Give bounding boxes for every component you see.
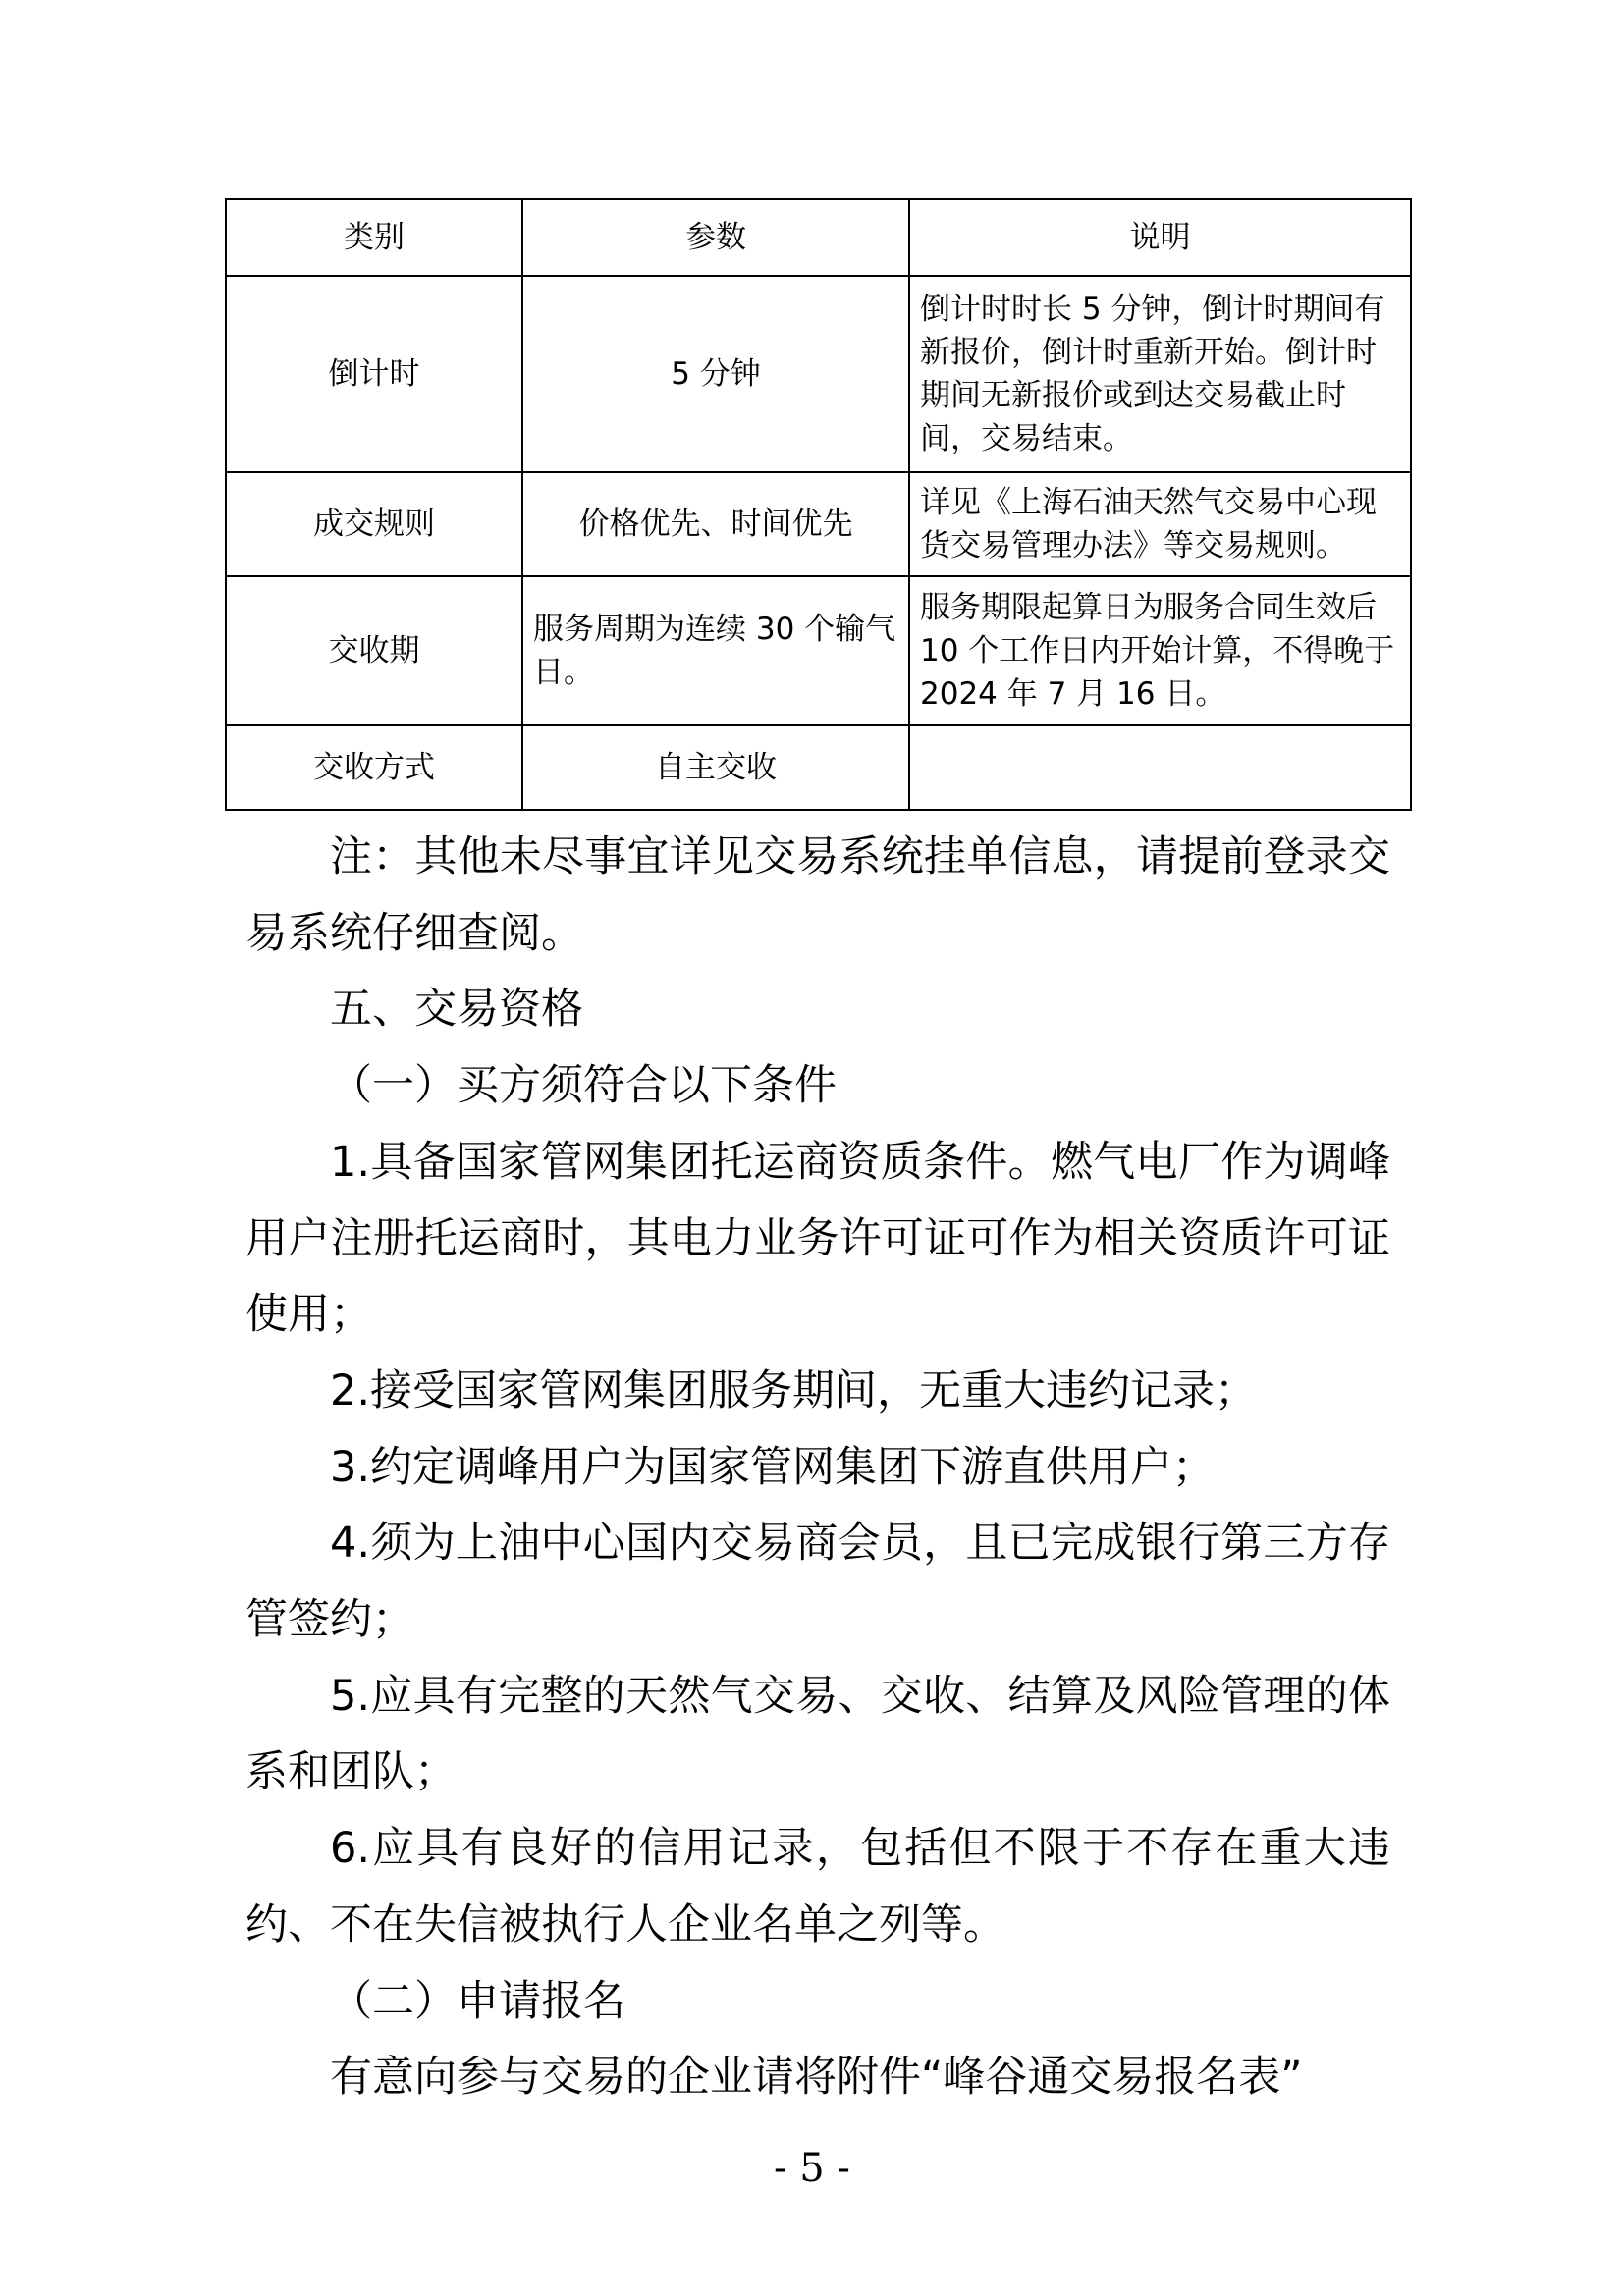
header-parameter: 参数 [522,199,909,276]
header-description: 说明 [909,199,1411,276]
subsection-heading: （一）买方须符合以下条件 [330,1061,837,1111]
paragraph: 有意向参与交易的企业请将附件“峰谷通交易报名表” [330,2053,1303,2103]
table-row [226,276,1411,472]
list-item: 6.应具有良好的信用记录，包括但不限于不存在重大违约、不在失信被执行人企业名单之列等。 [245,1824,1390,1949]
row-description: 倒计时时长 5 分钟，倒计时期间有新报价，倒计时重新开始。倒计时期间无新报价或到达交易截止时间，交易结束。 [909,276,1411,472]
list-item: 3.约定调峰用户为国家管网集团下游直供用户； [330,1442,1216,1492]
row-parameter: 自主交收 [522,725,909,810]
table-row [226,472,1411,576]
row-description: 详见《上海石油天然气交易中心现货交易管理办法》等交易规则。 [909,472,1411,576]
list-item: 4.须为上油中心国内交易商会员，且已完成银行第三方存管签约； [245,1519,1390,1645]
row-parameter: 服务周期为连续 30 个输气日。 [522,576,909,725]
row-category: 成交规则 [226,472,522,576]
row-category: 交收期 [226,576,522,725]
row-category: 交收方式 [226,725,522,810]
table-row [226,725,1411,810]
row-description [909,725,1411,810]
page-number: - 5 - [774,2146,850,2191]
row-parameter: 5 分钟 [522,276,909,472]
parameter-table [225,198,1412,811]
list-item: 2.接受国家管网集团服务期间，无重大违约记录； [330,1365,1258,1415]
note-paragraph: 注：其他未尽事宜详见交易系统挂单信息，请提前登录交易系统仔细查阅。 [245,832,1390,958]
row-parameter: 价格优先、时间优先 [522,472,909,576]
section-heading: 五、交易资格 [330,985,583,1035]
subsection-heading: （二）申请报名 [330,1976,625,2026]
table-header-row [226,199,1411,276]
row-category: 倒计时 [226,276,522,472]
list-item: 5.应具有完整的天然气交易、交收、结算及风险管理的体系和团队； [245,1671,1390,1797]
row-description: 服务期限起算日为服务合同生效后 10 个工作日内开始计算，不得晚于 2024 年 7 月 16 日。 [909,576,1411,725]
body-text [245,820,1390,2116]
table-row [226,576,1411,725]
list-item: 1.具备国家管网集团托运商资质条件。燃气电厂作为调峰用户注册托运商时，其电力业务许可证可作为相关资质许可证使用； [245,1137,1390,1340]
header-category: 类别 [226,199,522,276]
